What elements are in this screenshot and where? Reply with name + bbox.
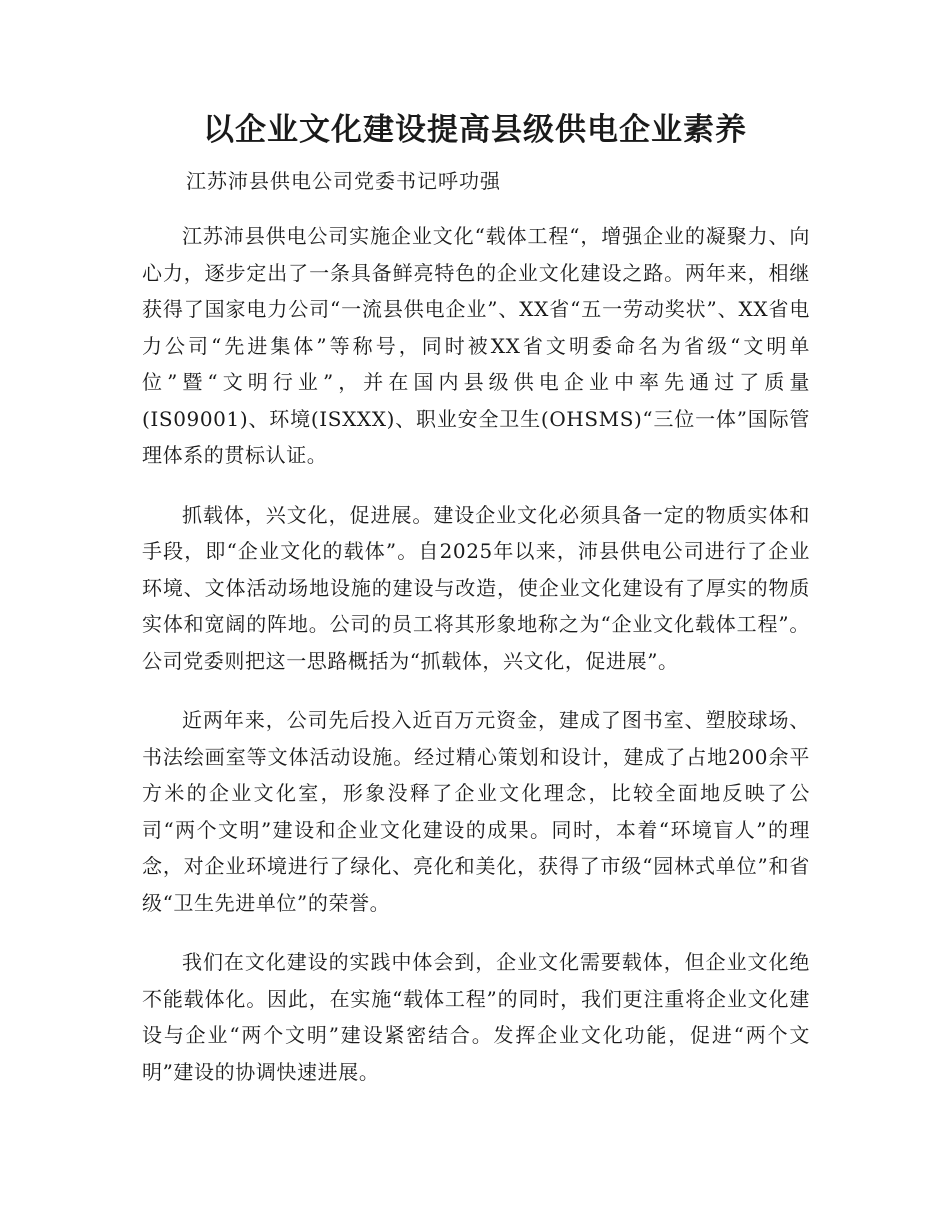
document-title: 以企业文化建设提高县级供电企业素养 (203, 112, 747, 148)
paragraph: 我们在文化建设的实践中体会到，企业文化需要载体，但企业文化绝不能载体化。因此，在实施“载体工程”的同时，我们更注重将企业文化建设与企业“两个文明”建设紧密结合。发挥企业文化功能，促进“两个文明”建设的协调快速进展。 (142, 950, 810, 1084)
paragraph: 近两年来，公司先后投入近百万元资金，建成了图书室、塑胶球场、书法绘画室等文体活动设施。经过精心策划和设计，建成了占地200余平方米的企业文化室，形象没释了企业文化理念，比较全面地反映了公司“两个文明”建设和企业文化建设的成果。同时，本着“环境盲人”的理念，对企业环境进行了绿化、亮化和美化，获得了市级“园林式单位”和省级“卫生先进单位”的荣誉。 (142, 708, 810, 915)
paragraph: 抓载体，兴文化，促进展。建设企业文化必须具备一定的物质实体和手段，即“企业文化的载体”。自2025年以来，沛县供电公司进行了企业环境、文体活动场地设施的建设与改造，使企业文化建设有了厚实的物质实体和宽阔的阵地。公司的员工将其形象地称之为“企业文化载体工程”。公司党委则把这一思路概括为“抓载体，兴文化，促进展”。 (142, 502, 810, 673)
paragraph: 江苏沛县供电公司实施企业文化“载体工程“，增强企业的凝聚力、向心力，逐步定出了一条具备鲜亮特色的企业文化建设之路。两年来，相继获得了国家电力公司“一流县供电企业”、XX省“五一劳动奖状”、XX省电力公司“先进集体”等称号，同时被XX省文明委命名为省级“文明单位”暨“文明行业”，并在国内县级供电企业中率先通过了质量(IS09001)、环境(ISXXX)、职业安全卫生(OHSMS)“三位一体”国际管理体系的贯标认证。 (142, 224, 810, 467)
author-line: 江苏沛县供电公司党委书记呼功强 (186, 169, 501, 193)
document-body (142, 218, 810, 1113)
